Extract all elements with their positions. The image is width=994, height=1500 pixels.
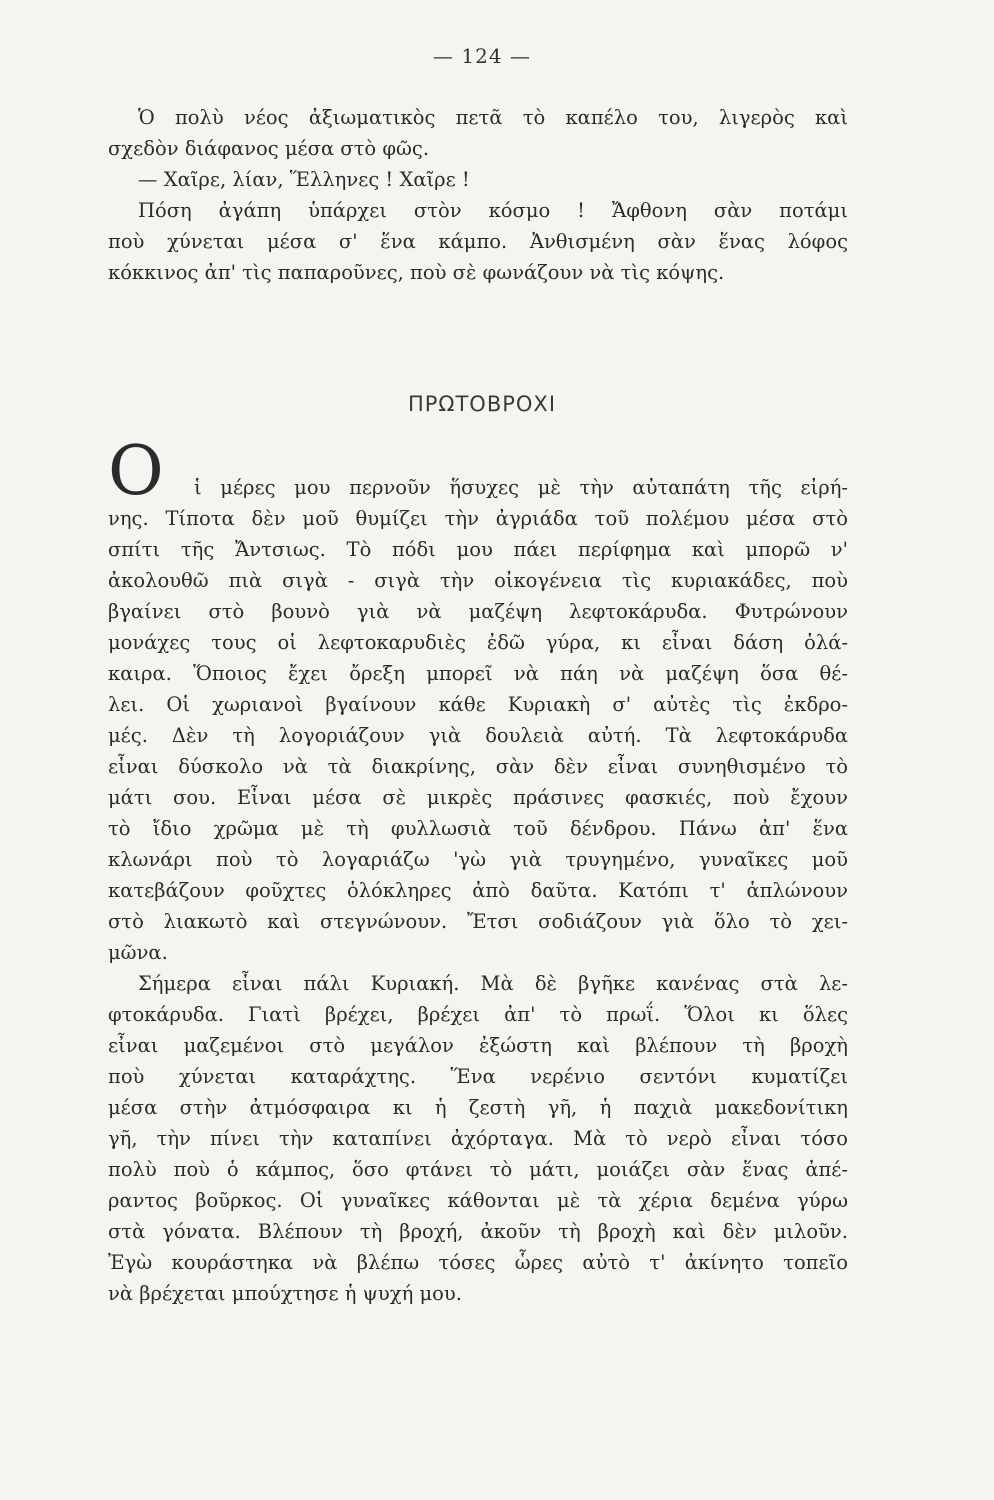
text-line: ραντος βοῦρκος. Οἱ γυναῖκες κάθονται μὲ τὰ χέρια δεμένα γύρω [108,1189,848,1212]
text-line: μές. Δὲν τὴ λογοριάζουν γιὰ δουλειὰ αὐτή. Τὰ λεφτοκάρυδα [108,724,848,747]
text-line: γῆ, τὴν πίνει τὴν καταπίνει ἀχόρταγα. Μὰ τὸ νερὸ εἶναι τόσο [108,1127,848,1150]
text-line: κόκκινος ἀπ' τὶς παπαροῦνες, ποὺ σὲ φωνάζουν νὰ τὶς κόψης. [108,261,725,284]
section-title: ΠΡΩΤΟΒΡΟΧΙ [407,392,557,416]
intro-paragraphs [108,102,848,288]
text-line: βγαίνει στὸ βουνὸ γιὰ νὰ μαζέψη λεφτοκάρυδα. Φυτρώνουν [108,600,848,623]
text-line: εἶναι δύσκολο νὰ τὰ διακρίνης, σὰν δὲν εἶναι συνηθισμένο τὸ [108,755,848,778]
text-line: ποὺ χύνεται καταράχτης. Ἕνα νερένιο σεντόνι κυματίζει [108,1065,848,1088]
text-line: φτοκάρυδα. Γιατὶ βρέχει, βρέχει ἀπ' τὸ πρωΐ. Ὅλοι κι ὅλες [108,1003,848,1026]
text-line: Σήμερα εἶναι πάλι Κυριακή. Μὰ δὲ βγῆκε κανένας στὰ λε- [138,972,848,995]
text-line: λει. Οἱ χωριανοὶ βγαίνουν κάθε Κυριακὴ σ' αὐτὲς τὶς ἐκδρο- [108,693,848,716]
text-line: μονάχες τους οἱ λεφτοκαρυδιὲς ἐδῶ γύρα, κι εἶναι δάση ὁλά- [108,631,848,654]
first-body-line [194,472,848,503]
text-line: εἶναι μαζεμένοι στὸ μεγάλον ἐξώστη καὶ βλέπουν τὴ βροχὴ [108,1034,848,1057]
text-line: Ὁ πολὺ νέος ἀξιωματικὸς πετᾶ τὸ καπέλο του, λιγερὸς καὶ [138,106,848,129]
text-line: πολὺ ποὺ ὁ κάμπος, ὅσο φτάνει τὸ μάτι, μοιάζει σὰν ἕνας ἀπέ- [108,1158,848,1181]
text-line: νὰ βρέχεται μπούχτησε ἡ ψυχή μου. [108,1282,462,1305]
text-line: ποὺ χύνεται μέσα σ' ἕνα κάμπο. Ἀνθισμένη σὰν ἕνας λόφος [108,230,848,253]
text-line: μέσα στὴν ἀτμόσφαιρα κι ἡ ζεστὴ γῆ, ἡ παχιὰ μακεδονίτικη [108,1096,848,1119]
text-line: κλωνάρι ποὺ τὸ λογαριάζω 'γὼ γιὰ τρυγημένο, γυναῖκες μοῦ [108,848,848,871]
text-line: τὸ ἴδιο χρῶμα μὲ τὴ φυλλωσιὰ τοῦ δένδρου. Πάνω ἀπ' ἕνα [108,817,848,840]
text-line: καιρα. Ὅποιος ἔχει ὄρεξη μπορεῖ νὰ πάη νὰ μαζέψη ὅσα θέ- [108,662,848,685]
drop-cap: Ο [108,432,164,511]
text-line: σχεδὸν διάφανος μέσα στὸ φῶς. [108,137,430,160]
text-line: μῶνα. [108,941,168,964]
text-line: στὰ γόνατα. Βλέπουν τὴ βροχή, ἀκοῦν τὴ βροχὴ καὶ δὲν μιλοῦν. [108,1220,848,1243]
text-line: — Χαῖρε, λίαν, Ἕλληνες ! Χαῖρε ! [138,168,470,191]
text-line: στὸ λιακωτὸ καὶ στεγνώνουν. Ἔτσι σοδιάζουν γιὰ ὅλο τὸ χει- [108,910,848,933]
text-line: σπίτι τῆς Ἄντσιως. Τὸ πόδι μου πάει περίφημα καὶ μπορῶ ν' [108,538,848,561]
text-line: ἱ μέρες μου περνοῦν ἥσυχες μὲ τὴν αὐταπάτη τῆς εἰρή- [194,476,848,499]
body-paragraphs [108,503,848,1309]
text-line: ἀκολουθῶ πιὰ σιγὰ - σιγὰ τὴν οἰκογένεια τὶς κυριακάδες, ποὺ [108,569,848,592]
text-line: Πόση ἀγάπη ὑπάρχει στὸν κόσμο ! Ἄφθονη σὰν ποτάμι [138,199,848,222]
text-line: Ἐγὼ κουράστηκα νὰ βλέπω τόσες ὧρες αὐτὸ τ' ἀκίνητο τοπεῖο [108,1251,848,1274]
text-line: κατεβάζουν φοῦχτες ὁλόκληρες ἀπὸ δαῦτα. Κατόπι τ' ἁπλώνουν [108,879,848,902]
text-line: μάτι σου. Εἶναι μέσα σὲ μικρὲς πράσινες φασκιές, ποὺ ἔχουν [108,786,848,809]
text-line: νης. Τίποτα δὲν μοῦ θυμίζει τὴν ἀγριάδα τοῦ πολέμου μέσα στὸ [108,507,848,530]
page-number: — 124 — [433,44,531,68]
